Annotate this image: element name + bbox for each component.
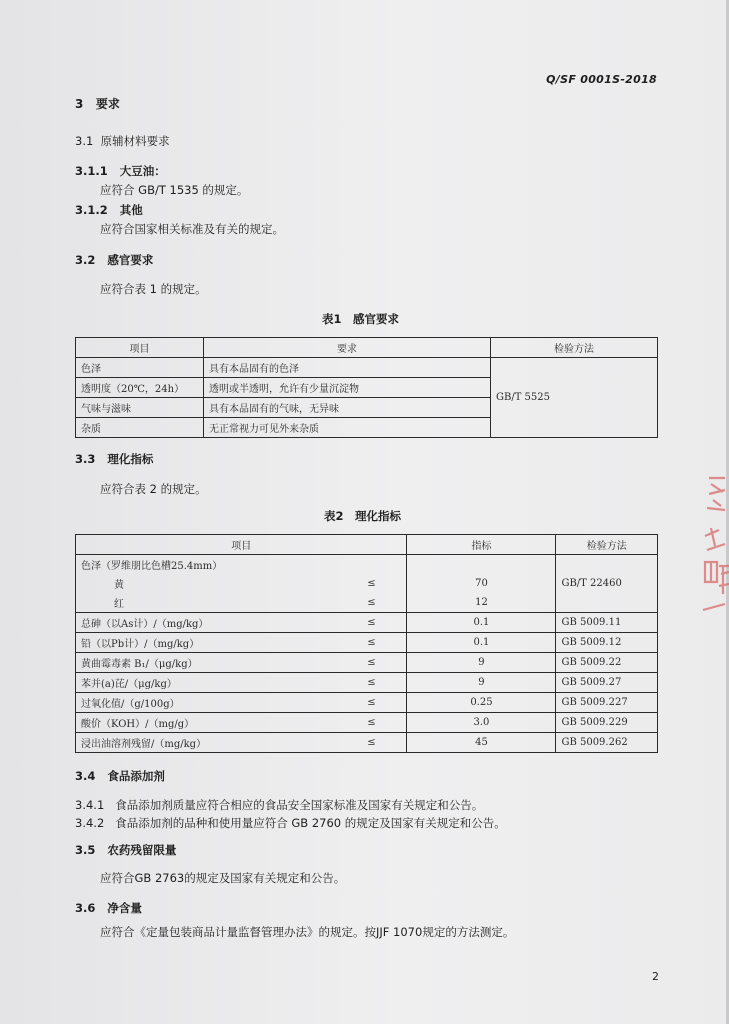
method-cell: GB 5009.22 (556, 653, 658, 673)
method-cell: GB/T 5525 (491, 358, 658, 438)
table-row (76, 613, 658, 633)
section-title: 其他 (119, 203, 143, 217)
table-row (76, 713, 658, 733)
item-cell: 黄 (76, 574, 337, 593)
item-cell: 气味与滋味 (76, 398, 204, 418)
section-3-1-heading (75, 133, 170, 149)
seal-glyph-4 (703, 604, 725, 610)
section-title: 大豆油： (119, 164, 166, 178)
requirement-cell: 具有本品固有的色泽 (204, 358, 491, 378)
value-cell: 9 (407, 653, 556, 673)
item-cell: 总砷（以As计）/（mg/kg） (76, 613, 337, 633)
item-cell: 色泽（罗维朋比色槽25.4mm） (76, 555, 407, 575)
value-cell: 0.1 (407, 633, 556, 653)
item-cell: 苯并(a)芘/（μg/kg） (76, 673, 337, 693)
section-3-1-2-heading (75, 202, 143, 218)
value-cell: 45 (407, 733, 556, 753)
value-cell: 9 (407, 673, 556, 693)
section-3-4-2-text (75, 815, 506, 831)
section-3-heading (75, 95, 120, 112)
section-number: 3.3 (75, 452, 96, 466)
section-3-6-heading (75, 900, 142, 916)
section-3-5-text: 应符合GB 2763的规定及国家有关规定和公告。 (100, 871, 346, 885)
method-cell: GB 5009.27 (556, 673, 658, 693)
section-3-3-text: 应符合表 2 的规定。 (100, 482, 207, 496)
section-text: 食品添加剂质量应符合相应的食品安全国家标准及国家有关规定和公告。 (115, 798, 484, 812)
section-3-1-1-text: 应符合 GB/T 1535 的规定。 (100, 183, 249, 197)
section-number: 3.4.2 (75, 816, 105, 830)
seal-glyph-2 (705, 528, 725, 550)
section-number: 3.1.2 (75, 203, 108, 217)
section-3-2-text: 应符合表 1 的规定。 (100, 282, 207, 296)
item-cell: 铅（以Pb计）/（mg/kg） (76, 633, 337, 653)
sensory-requirements-table (75, 337, 658, 438)
comparator-cell: ≤ (336, 733, 407, 753)
value-cell: 0.1 (407, 613, 556, 633)
seal-strokes (703, 478, 729, 610)
value-cell: 3.0 (407, 713, 556, 733)
table-row (76, 693, 658, 713)
table-2-caption: 表2 理化指标 (324, 509, 402, 523)
section-title: 食品添加剂 (107, 769, 165, 783)
section-3-4-1-text (75, 797, 483, 813)
section-title: 农药残留限量 (107, 843, 177, 857)
section-text: 食品添加剂的品种和使用量应符合 GB 2760 的规定及国家有关规定和公告。 (115, 816, 506, 830)
section-number: 3.4.1 (75, 798, 105, 812)
section-number: 3 (75, 97, 84, 111)
comparator-cell: ≤ (336, 673, 407, 693)
physicochemical-indicators-table (75, 534, 658, 753)
comparator-cell: ≤ (336, 693, 407, 713)
table-1-caption: 表1 感官要求 (322, 312, 400, 326)
seal-glyph-3 (705, 562, 729, 594)
comparator-cell: ≤ (336, 713, 407, 733)
column-header: 项目 (76, 338, 204, 358)
method-cell: GB 5009.12 (556, 633, 658, 653)
item-cell: 透明度（20℃，24h） (76, 378, 204, 398)
requirement-cell: 透明或半透明，允许有少量沉淀物 (204, 378, 491, 398)
seal-glyph-1 (707, 478, 725, 510)
column-header: 检验方法 (491, 338, 658, 358)
column-header: 项目 (76, 535, 407, 555)
table-row (76, 653, 658, 673)
item-cell: 杂质 (76, 418, 204, 438)
value-cell (407, 555, 556, 575)
column-header: 指标 (407, 535, 556, 555)
section-3-5-heading (75, 842, 176, 858)
item-cell: 酸价（KOH）/（mg/g） (76, 713, 337, 733)
section-number: 3.2 (75, 253, 96, 267)
table-row (76, 733, 658, 753)
value-cell: 0.25 (407, 693, 556, 713)
column-header: 检验方法 (556, 535, 658, 555)
method-cell: GB 5009.229 (556, 713, 658, 733)
table-row (76, 574, 658, 593)
section-number: 3.5 (75, 843, 96, 857)
section-number: 3.6 (75, 901, 96, 915)
table-header-row (76, 338, 658, 358)
requirement-cell: 具有本品固有的气味，无异味 (204, 398, 491, 418)
column-header: 要求 (204, 338, 491, 358)
section-title: 要求 (95, 97, 120, 111)
section-title: 原辅材料要求 (100, 134, 170, 148)
value-cell: 12 (407, 593, 556, 613)
method-cell: GB/T 22460 (556, 574, 658, 593)
section-3-1-2-text: 应符合国家相关标准及有关的规定。 (100, 222, 284, 236)
section-3-2-heading (75, 252, 153, 268)
section-3-4-heading (75, 768, 165, 784)
item-cell: 黄曲霉毒素 B₁/（μg/kg） (76, 653, 337, 673)
method-cell: GB 5009.227 (556, 693, 658, 713)
item-cell: 色泽 (76, 358, 204, 378)
method-cell (556, 555, 658, 575)
page-number: 2 (652, 970, 659, 983)
table-row (76, 358, 658, 378)
item-cell: 过氧化值/（g/100g） (76, 693, 337, 713)
section-title: 感官要求 (107, 253, 154, 267)
section-number: 3.4 (75, 769, 96, 783)
section-3-1-1-heading (75, 163, 166, 179)
table-header-row (76, 535, 658, 555)
comparator-cell: ≤ (336, 633, 407, 653)
comparator-cell: ≤ (336, 593, 407, 613)
value-cell: 70 (407, 574, 556, 593)
comparator-cell: ≤ (336, 613, 407, 633)
table-row (76, 593, 658, 613)
method-cell: GB 5009.262 (556, 733, 658, 753)
section-title: 理化指标 (107, 452, 154, 466)
standard-code: Q/SF 0001S-2018 (546, 73, 657, 86)
requirement-cell: 无正常视力可见外来杂质 (204, 418, 491, 438)
method-cell: GB 5009.11 (556, 613, 658, 633)
section-title: 净含量 (107, 901, 142, 915)
section-3-6-text: 应符合《定量包装商品计量监督管理办法》的规定。按JJF 1070规定的方法测定。 (100, 925, 515, 939)
section-number: 3.1.1 (75, 164, 108, 178)
table-row (76, 633, 658, 653)
seal-stamp-icon (695, 470, 729, 620)
table-row (76, 555, 658, 575)
section-3-3-heading (75, 451, 153, 467)
table-row (76, 673, 658, 693)
method-cell (556, 593, 658, 613)
section-number: 3.1 (75, 134, 94, 148)
item-cell: 浸出油溶剂残留/（mg/kg） (76, 733, 337, 753)
item-cell: 红 (76, 593, 337, 613)
comparator-cell: ≤ (336, 653, 407, 673)
comparator-cell: ≤ (336, 574, 407, 593)
